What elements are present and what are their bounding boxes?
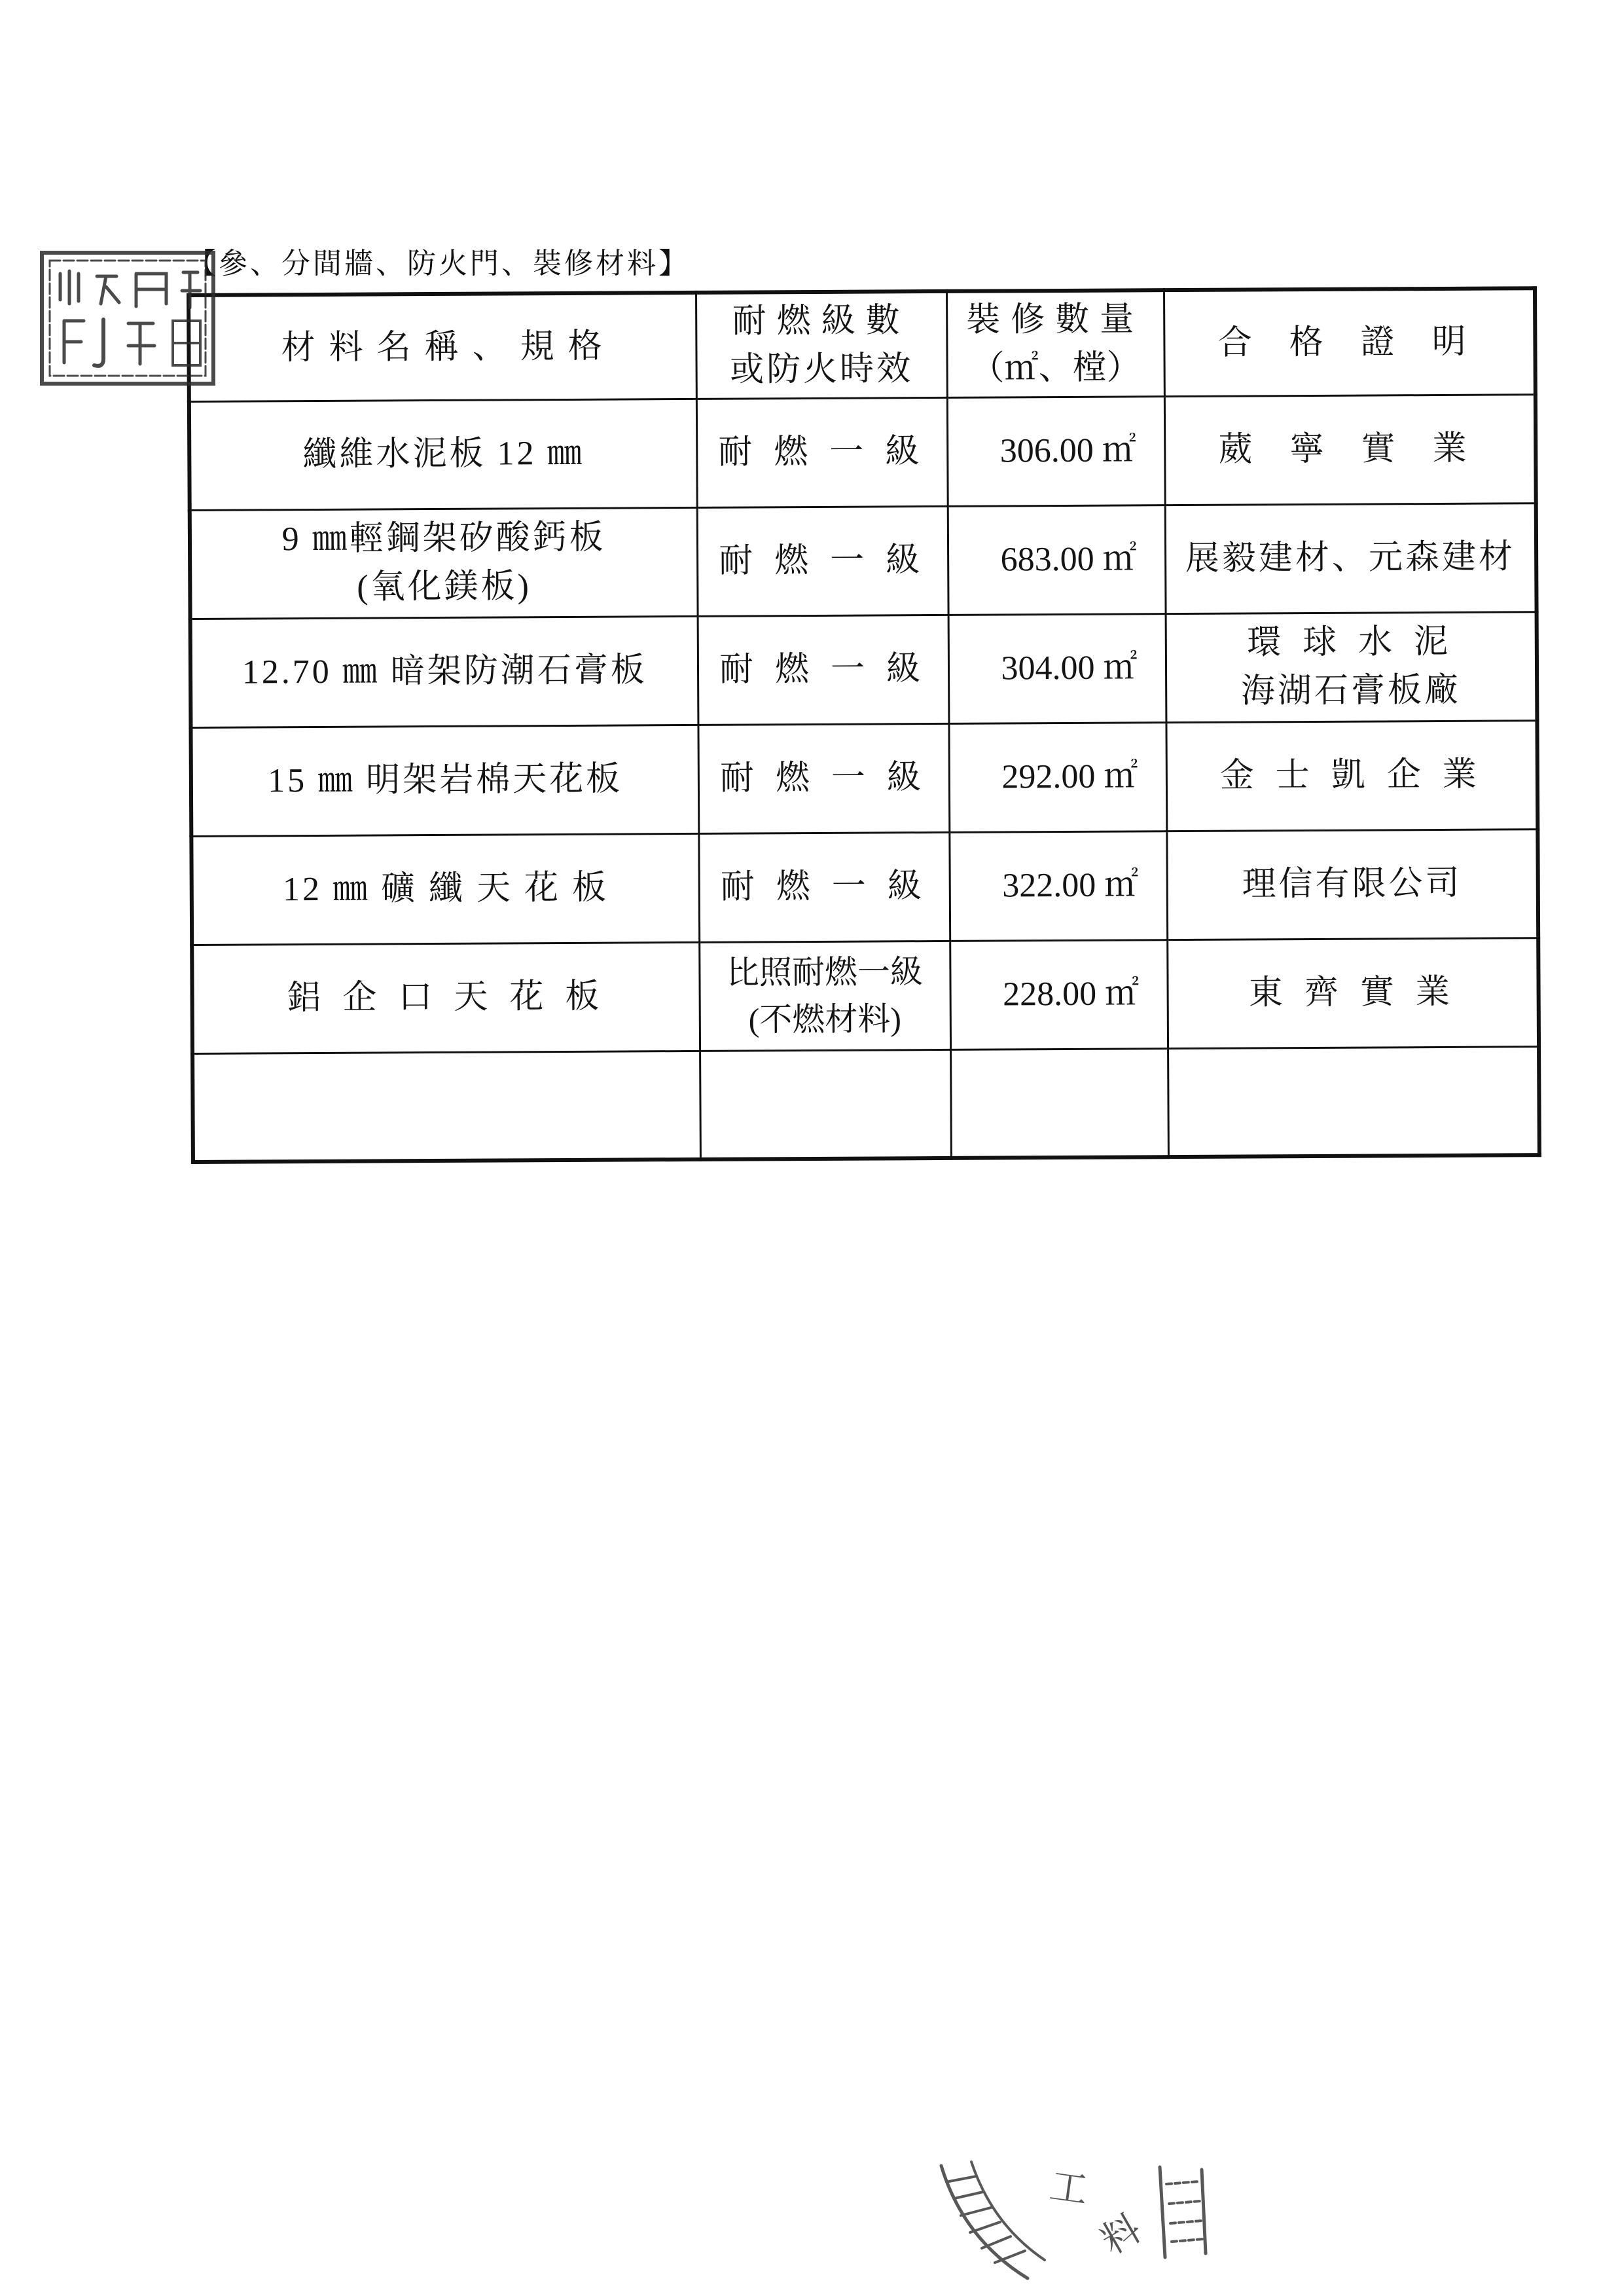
table-row [190, 611, 1537, 727]
fire-rating: 耐 燃 一 級 [718, 433, 926, 471]
header-quantity-label-line2: （㎡、樘） [970, 349, 1141, 388]
certificate-supplier: 理信有限公司 [1242, 864, 1462, 903]
certificate-supplier: 金 士 凱 企 業 [1219, 756, 1483, 795]
rating-cell [698, 723, 949, 833]
section-title: 【參、分間牆、防火門、裝修材料】 [187, 247, 690, 280]
certificate-cell [1166, 720, 1537, 831]
certificate-cell [1164, 394, 1536, 505]
certificate-supplier: 展毅建材、元森建材 [1185, 538, 1516, 578]
seal-ring-inner-right [1160, 2167, 1165, 2257]
table-row [192, 938, 1539, 1053]
fire-rating: 耐 燃 一 級 [719, 650, 927, 689]
header-rating [696, 291, 947, 399]
empty-cell [700, 1049, 951, 1159]
empty-cell [1168, 1046, 1539, 1157]
table-row [191, 829, 1538, 945]
fire-rating: 耐 燃 一 級 [719, 759, 928, 797]
quantity-cell: 228.00 ㎡ [950, 939, 1168, 1049]
quantity-cell: 304.00 ㎡ [948, 613, 1166, 723]
seal-glyph [136, 274, 166, 306]
seal-glyph [173, 321, 200, 365]
material-cell [191, 833, 699, 945]
seal-glyph [97, 276, 119, 304]
fire-rating: 比照耐燃一級 [726, 953, 924, 991]
header-rating-label-line2: 或防火時效 [729, 350, 914, 389]
header-quantity-label-line1: 裝修數量 [966, 301, 1145, 339]
material-name: 9 ㎜輕鋼架矽酸鈣板 [281, 519, 606, 558]
seal-hatching [1166, 2181, 1203, 2242]
material-name: 12 ㎜ 礦 纖 天 花 板 [282, 869, 609, 909]
seal-ring-outer-right [1202, 2170, 1206, 2253]
seal-glyph [64, 321, 84, 363]
certificate-supplier: 環 球 水 泥 [1246, 623, 1455, 662]
header-material [189, 293, 696, 401]
material-cell [192, 942, 700, 1053]
quantity-cell: 306.00 ㎡ [947, 396, 1165, 506]
empty-cell [950, 1048, 1168, 1158]
certificate-cell [1166, 611, 1537, 722]
quantity-cell: 322.00 ㎡ [949, 831, 1167, 941]
rating-cell [698, 615, 949, 725]
seal-stamp-bottom [929, 2147, 1217, 2288]
certificate-cell [1167, 938, 1539, 1048]
header-certificate [1164, 288, 1536, 396]
seal-glyph [94, 319, 103, 366]
rating-cell [699, 941, 950, 1051]
material-name: 鋁 企 口 天 花 板 [287, 977, 606, 1017]
header-certificate-label: 合 格 證 明 [1217, 323, 1481, 362]
material-cell [190, 507, 698, 619]
materials-table [187, 286, 1541, 1164]
seal-letter: 料 [1093, 2205, 1149, 2263]
table-row [189, 394, 1536, 510]
fire-rating-note: (不燃材料) [748, 1000, 902, 1038]
seal-stamp-top-left [38, 247, 221, 392]
fire-rating: 耐 燃 一 級 [720, 867, 928, 906]
certificate-supplier: 東 齊 實 業 [1248, 973, 1457, 1012]
seal-letter: 工 [1047, 2163, 1091, 2213]
table-row [190, 503, 1537, 619]
seal-glyph [182, 272, 200, 308]
certificate-cell [1165, 503, 1537, 613]
rating-cell [696, 397, 948, 507]
material-name: 12.70 ㎜ 暗架防潮石膏板 [242, 651, 647, 691]
material-cell [190, 616, 698, 727]
material-name: 纖維水泥板 12 ㎜ [302, 434, 584, 474]
rating-cell [697, 506, 948, 616]
fire-rating: 耐 燃 一 級 [718, 541, 927, 580]
material-name-note: (氧化鎂板) [357, 568, 532, 606]
quantity-cell: 292.00 ㎡ [948, 722, 1166, 832]
certificate-supplier-line2: 海湖石膏板廠 [1240, 671, 1462, 710]
quantity-cell: 683.00 ㎡ [948, 505, 1166, 615]
header-rating-label-line1: 耐燃級數 [732, 301, 910, 340]
seal-inner-border [50, 261, 206, 376]
seal-strokes [42, 253, 213, 384]
certificate-cell [1166, 829, 1538, 939]
rating-cell [698, 832, 950, 942]
certificate-supplier: 葳 寧 實 業 [1218, 429, 1481, 469]
material-cell [189, 399, 697, 510]
seal-hatching [949, 2176, 1025, 2263]
seal-ring-outer-left [941, 2166, 1028, 2278]
seal-glyph [60, 271, 79, 304]
empty-cell [192, 1051, 700, 1162]
table-header-row [189, 288, 1536, 401]
material-name: 15 ㎜ 明架岩棉天花板 [267, 760, 623, 800]
header-quantity [946, 290, 1164, 397]
header-material-label: 材 料 名 稱 、 規 格 [281, 327, 605, 367]
material-cell [190, 725, 698, 836]
table-row-empty [192, 1046, 1539, 1162]
table-row [190, 720, 1537, 836]
seal-glyph [128, 323, 154, 364]
